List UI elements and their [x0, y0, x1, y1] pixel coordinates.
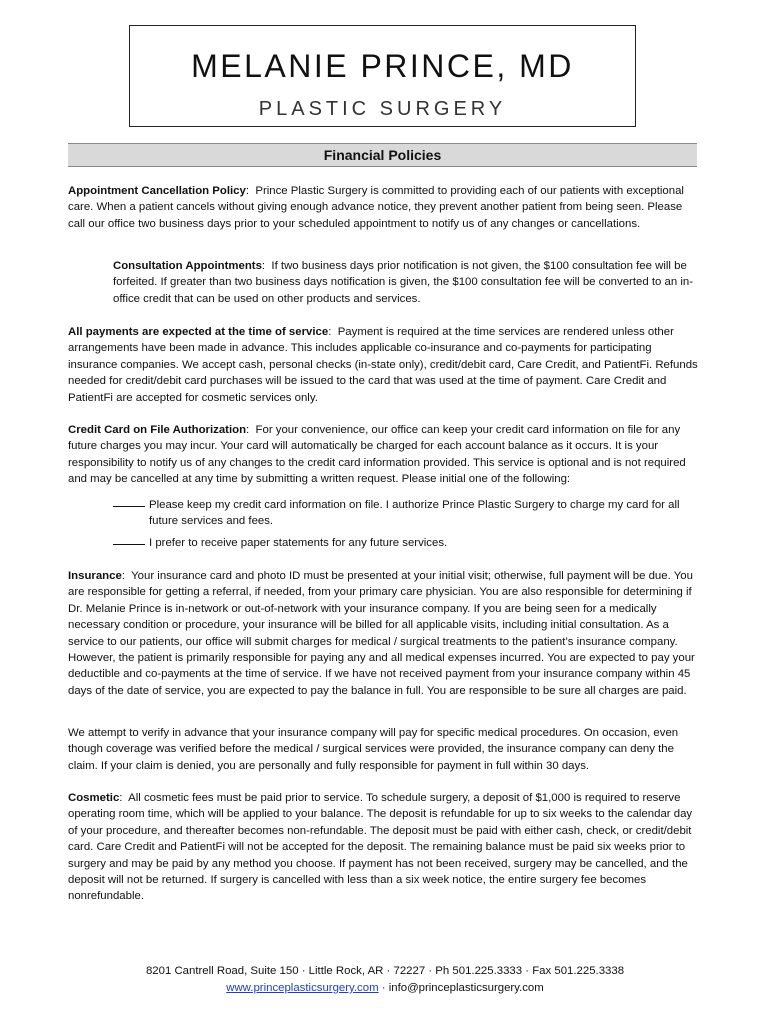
credit-card-option-paper: [113, 535, 703, 551]
contact-separator: ·: [378, 982, 389, 994]
verify-text: We attempt to verify in advance that your insurance company will pay for specific medical procedures. On occasion, even though coverage was verified before the medical / surgical services were provided, the insurance company can deny the claim. If your claim is denied, you are personally and fully responsible for payment in full within 30 days.: [68, 727, 679, 772]
cancellation-text: Prince Plastic Surgery is committed to providing each of our patients with exceptional care. When a patient cancels without giving enough advance notice, they prevent another patient from being seen. Please call our office two business days prior to your scheduled appointment to notify us of any changes or cancellations.: [68, 185, 684, 230]
option-text: Please keep my credit card information on file. I authorize Prince Plastic Surgery to charge my card for all future services and fees.: [149, 499, 680, 528]
payments-text: Payment is required at the time services are rendered unless other arrangements have been made in advance. This includes applicable co-insurance and co-payments for participating insurance companies. We accept cash, personal checks (in-state only), credit/debit card, Care Credit, and PatientFi. Refunds needed for credit/debit card purchases will be issued to the card that was used at the time of payment. Care Credit and PatientFi are accepted for cosmetic services only.: [68, 326, 698, 404]
website-link[interactable]: www.princeplasticsurgery.com: [226, 982, 379, 994]
initial-blank[interactable]: [113, 535, 145, 545]
footer-address: 8201 Cantrell Road, Suite 150 · Little Rock, AR · 72227 · Ph 501.225.3333 · Fax 501.225.3338: [145, 965, 625, 977]
email-address: info@princeplasticsurgery.com: [388, 982, 544, 994]
logo: [129, 25, 636, 127]
consultation-text: If two business days prior notification is not given, the $100 consultation fee will be forfeited. If greater than two business days notification is given, the $100 consultation fee will be converted to an in-office credit that can be used on other products and services.: [113, 260, 693, 305]
credit-card-policy: Credit Card on File Authorization: For your convenience, our office can keep your credit card information on file for any future charges you may incur. Your card will automatically be charged for each account balance as it occurs. It is your responsibility to notify us of any changes to the credit card information provided. This service is optional and is not required and may be cancelled at any time by submitting a written request. Please initial one of the following:: [68, 424, 686, 486]
page-title: Financial Policies: [323, 147, 442, 163]
initial-blank[interactable]: [113, 497, 145, 507]
credit-card-text: For your convenience, our office can keep your credit card information on file for any future charges you may incur. Your card will automatically be charged for each account balance as it occurs. It is your responsibility to notify us of any changes to the credit card information provided. This service is optional and is not required and may be cancelled at any time by submitting a written request. Please initial one of the following:: [68, 424, 686, 486]
cancellation-label: Appointment Cancellation Policy: [68, 185, 246, 197]
consultation-policy: Consultation Appointments: If two business days prior notification is not given, the $100 consultation fee will be forfeited. If greater than two business days notification is given, the $100 consultation fee will be converted to an in-office credit that can be used on other products and services.: [113, 260, 693, 305]
payments-policy: All payments are expected at the time of service: Payment is required at the time services are rendered unless other arrangements have been made in advance. This includes applicable co-insurance and co-payments for participating insurance companies. We accept cash, personal checks (in-state only), credit/debit card, Care Credit, and PatientFi. Refunds needed for credit/debit card purchases will be issued to the card that was used at the time of payment. Care Credit and PatientFi are accepted for cosmetic services only.: [68, 326, 698, 404]
cancellation-policy: Appointment Cancellation Policy: Prince Plastic Surgery is committed to providing each of our patients with exceptional care. When a patient cancels without giving enough advance notice, they prevent another patient from being seen. Please call our office two business days prior to your scheduled appointment to notify us of any changes or cancellations.: [68, 185, 684, 230]
insurance-policy: Insurance: Your insurance card and photo ID must be presented at your initial visit; otherwise, full payment will be due. You are responsible for getting a referral, if needed, from your primary care physician. You are also responsible for determining if Dr. Melanie Prince is in-network or out-of-network with your insurance company. If you are being seen for a medically necessary condition or procedure, your insurance will be billed for all applicable visits, including initial consultation. As a service to our patients, our office will submit charges for medical / surgical treatments to the patient’s insurance company. However, the patient is primarily responsible for paying any and all medical expenses incurred. You are expected to pay your deductible and co-payments at the time of service. If we have not received payment from your insurance company within 45 days of the date of service, you are expected to pay the balance in full. You are responsible to be sure all charges are paid.: [68, 570, 695, 697]
logo-name: MELANIE PRINCE, MD: [191, 48, 574, 84]
consultation-label: Consultation Appointments: [113, 260, 262, 272]
credit-card-option-keep: [113, 497, 703, 528]
verify-policy: [68, 725, 700, 774]
credit-card-label: Credit Card on File Authorization: [68, 424, 247, 436]
cosmetic-text: All cosmetic fees must be paid prior to service. To schedule surgery, a deposit of $1,000 is required to reserve operating room time, which will be applied to your balance. The deposit is refundable for up to six weeks to the calendar day of your procedure, and thereafter becomes non-refundable. The deposit must be paid with either cash, check, or credit/debit card. Care Credit and PatientFi will not be accepted for the deposit. The remaining balance must be paid six weeks prior to surgery and may be paid by any method you choose. If payment has not been received, surgery may be cancelled, and the deposit will not be returned. If surgery is cancelled with less than a six week notice, the entire surgery fee becomes nonrefundable.: [68, 792, 693, 903]
logo-subtitle: PLASTIC SURGERY: [258, 98, 507, 120]
insurance-text: Your insurance card and photo ID must be presented at your initial visit; otherwise, full payment will be due. You are responsible for getting a referral, if needed, from your primary care physician. You are also responsible for determining if Dr. Melanie Prince is in-network or out-of-network with your insurance company. If you are being seen for a medically necessary condition or procedure, your insurance will be billed for all applicable visits, including initial consultation. As a service to our patients, our office will submit charges for medical / surgical treatments to the patient’s insurance company. However, the patient is primarily responsible for paying any and all medical expenses incurred. You are expected to pay your deductible and co-payments at the time of service. If we have not received payment from your insurance company within 45 days of the date of service, you are expected to pay the balance in full. You are responsible to be sure all charges are paid.: [68, 570, 695, 697]
cosmetic-policy: Cosmetic: All cosmetic fees must be paid prior to service. To schedule surgery, a deposit of $1,000 is required to reserve operating room time, which will be applied to your balance. The deposit is refundable for up to six weeks to the calendar day of your procedure, and thereafter becomes non-refundable. The deposit must be paid with either cash, check, or credit/debit card. Care Credit and PatientFi will not be accepted for the deposit. The remaining balance must be paid six weeks prior to surgery and may be paid by any method you choose. If payment has not been received, surgery may be cancelled, and the deposit will not be returned. If surgery is cancelled with less than a six week notice, the entire surgery fee becomes nonrefundable.: [68, 792, 693, 903]
payments-label: All payments are expected at the time of service: [68, 326, 329, 338]
cosmetic-label: Cosmetic: [68, 792, 120, 804]
footer-contact: [0, 980, 770, 996]
insurance-label: Insurance: [68, 570, 122, 582]
title-bar: [68, 143, 697, 167]
option-text: I prefer to receive paper statements for any future services.: [149, 537, 448, 549]
